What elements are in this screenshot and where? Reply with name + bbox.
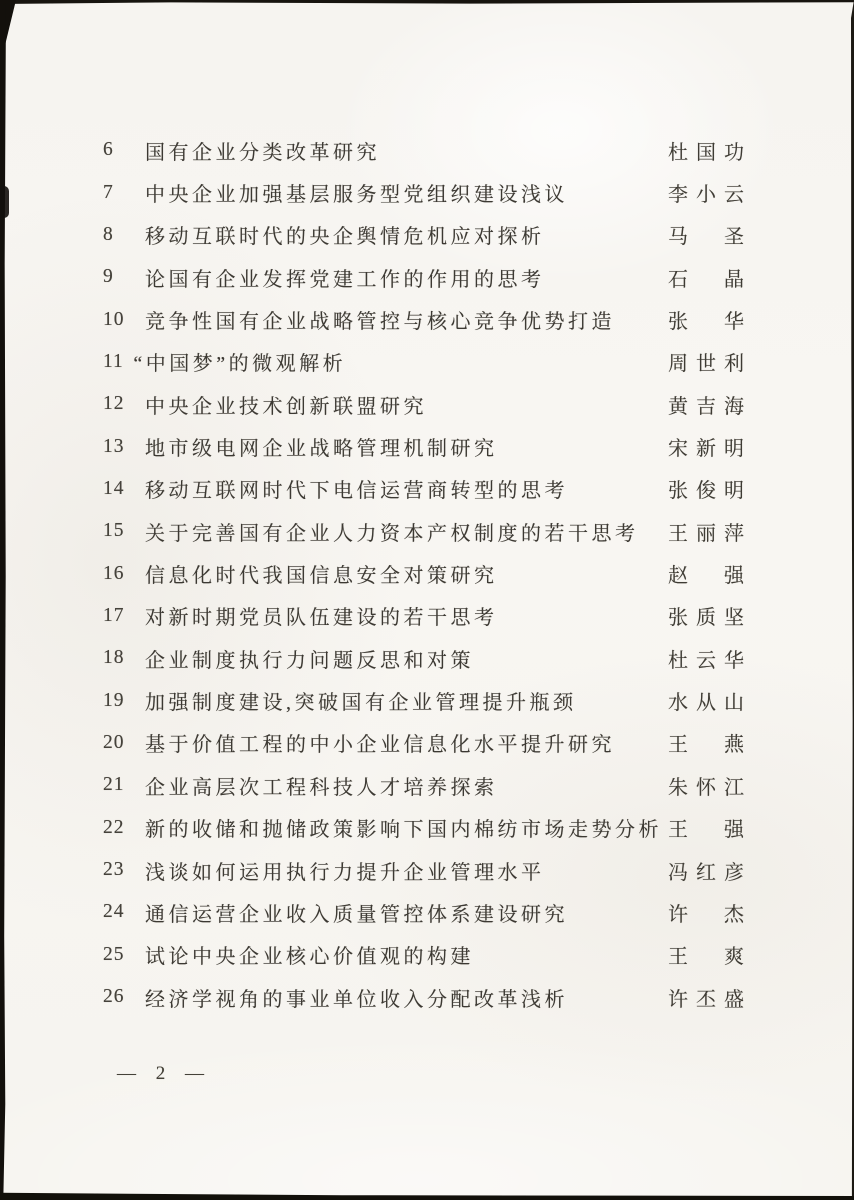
toc-item-title: 加强制度建设,突破国有企业管理提升瓶颈 [145,692,577,715]
toc-item-title: 论国有企业发挥党建工作的作用的思考 [145,268,545,291]
toc-row [103,679,744,721]
toc-item-author: 张俊明 [668,480,744,503]
toc-item-number: 10 [103,308,125,330]
toc-item-author: 宋新明 [668,438,744,461]
toc-item-title: “中国梦”的微观解析 [133,353,347,376]
toc-item-author: 张 华 [668,311,744,334]
toc-item-title: 企业高层次工程科技人才培养探索 [145,776,498,799]
toc-item-author: 王 爽 [668,946,744,969]
toc-item-number: 12 [103,393,125,415]
toc-row [103,171,744,213]
toc-item-number: 21 [103,774,125,796]
toc-item-author: 黄吉海 [668,395,744,418]
toc-item-title: 企业制度执行力问题反思和对策 [145,649,474,672]
toc-item-number: 20 [103,731,125,753]
toc-item-title: 经济学视角的事业单位收入分配改革浅析 [145,988,568,1011]
toc-row [103,552,744,594]
toc-row [103,341,744,383]
toc-item-author: 杜云华 [668,649,744,672]
toc-item-number: 26 [103,986,125,1008]
toc-item-author: 王 强 [668,819,744,842]
toc-item-number: 25 [103,943,125,965]
toc-item-title: 试论中央企业核心价值观的构建 [145,946,474,969]
toc-item-number: 6 [103,139,114,161]
toc-row [103,383,744,425]
toc-item-author: 杜国功 [668,141,744,164]
toc-row [103,510,744,552]
toc-item-title: 新的收储和抛储政策影响下国内棉纺市场走势分析 [145,819,662,842]
toc-item-title: 移动互联时代的央企舆情危机应对探析 [145,226,545,249]
toc-row [103,637,744,679]
toc-item-author: 许 杰 [668,903,744,926]
toc-item-number: 16 [103,562,125,584]
toc-item-author: 周世利 [668,353,744,376]
toc-row [103,468,744,510]
toc-item-author: 王 燕 [668,734,744,757]
toc-item-title: 对新时期党员队伍建设的若干思考 [145,607,498,630]
toc-row [103,976,744,1018]
toc-row [103,849,744,891]
toc-row [103,764,744,806]
toc-item-title: 国有企业分类改革研究 [145,141,380,164]
toc-item-title: 基于价值工程的中小企业信息化水平提升研究 [145,734,615,757]
toc-row [103,595,744,637]
toc-row [103,891,744,933]
toc-item-number: 8 [103,223,114,245]
toc-row [103,214,744,256]
toc-item-title: 中央企业技术创新联盟研究 [145,395,427,418]
toc-item-author: 石 晶 [668,268,744,291]
toc-item-number: 22 [103,816,125,838]
toc-item-title: 竞争性国有企业战略管控与核心竞争优势打造 [145,311,615,334]
toc-item-author: 张质坚 [668,607,744,630]
toc-list [103,129,744,1018]
toc-item-title: 信息化时代我国信息安全对策研究 [145,565,498,588]
toc-item-number: 13 [103,435,125,457]
toc-item-author: 冯红彦 [668,861,744,884]
toc-item-number: 23 [103,859,125,881]
toc-item-number: 11 [103,350,124,372]
toc-row [103,722,744,764]
toc-item-number: 19 [103,689,125,711]
toc-item-number: 17 [103,604,125,626]
toc-row [103,425,744,467]
toc-item-number: 24 [103,901,125,923]
scan-artifact-left-notch [0,186,9,218]
toc-row [103,298,744,340]
toc-item-title: 中央企业加强基层服务型党组织建设浅议 [145,184,568,207]
toc-item-author: 许丕盛 [668,988,744,1011]
toc-item-author: 王丽萍 [668,522,744,545]
toc-item-number: 15 [103,520,125,542]
toc-row [103,256,744,298]
toc-item-number: 7 [103,181,114,203]
toc-item-number: 9 [103,266,114,288]
toc-item-author: 马 圣 [668,226,744,249]
toc-item-title: 移动互联网时代下电信运营商转型的思考 [145,480,568,503]
toc-item-title: 浅谈如何运用执行力提升企业管理水平 [145,861,545,884]
toc-item-author: 水从山 [668,692,744,715]
toc-item-author: 李小云 [668,184,744,207]
toc-item-title: 通信运营企业收入质量管控体系建设研究 [145,903,568,926]
toc-item-title: 地市级电网企业战略管理机制研究 [145,438,498,461]
toc-row [103,129,744,171]
toc-item-title: 关于完善国有企业人力资本产权制度的若干思考 [145,522,639,545]
toc-item-number: 18 [103,647,125,669]
toc-item-number: 14 [103,477,125,499]
toc-item-author: 赵 强 [668,565,744,588]
page-number: — 2 — [117,1063,207,1084]
toc-row [103,934,744,976]
toc-row [103,807,744,849]
toc-item-author: 朱怀江 [668,776,744,799]
